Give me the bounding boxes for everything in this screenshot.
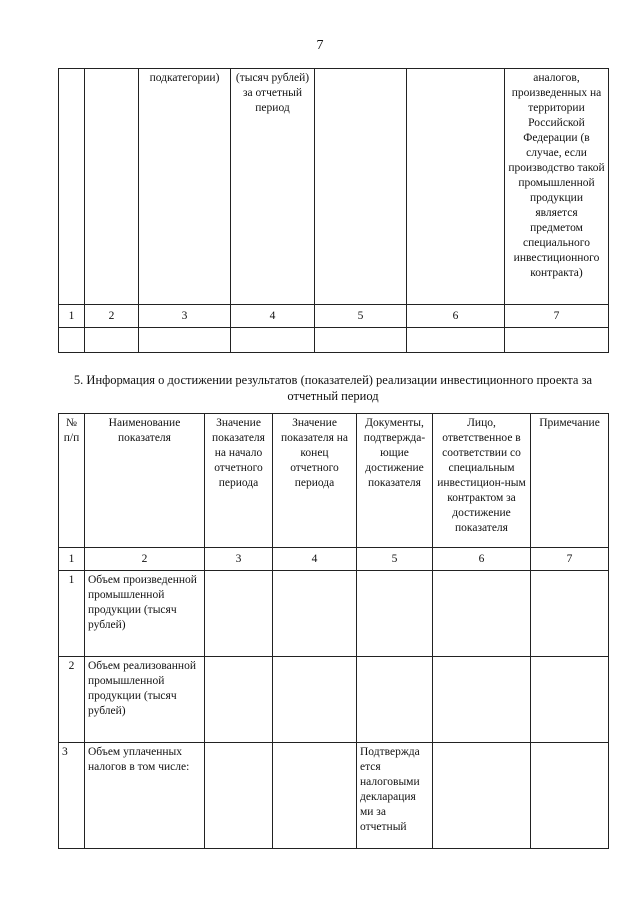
table-cell (505, 328, 609, 353)
table-row-header (59, 414, 609, 548)
table-cell (59, 328, 85, 353)
column-number: 7 (505, 305, 609, 328)
table-continued (58, 68, 609, 353)
column-number: 2 (85, 305, 139, 328)
page-number: 7 (316, 38, 324, 53)
header-cell-end-value: Значение показателя на конец отчетного периода (273, 414, 357, 548)
header-cell-note: Примечание (531, 414, 609, 548)
documents (357, 657, 433, 743)
column-number: 6 (433, 548, 531, 571)
column-number: 2 (85, 548, 205, 571)
header-cell: подкатегории) (139, 69, 231, 305)
column-number: 4 (231, 305, 315, 328)
note (531, 743, 609, 849)
column-number: 7 (531, 548, 609, 571)
column-number: 1 (59, 305, 85, 328)
table-row-header (59, 69, 609, 305)
end-value (273, 657, 357, 743)
table-row (59, 571, 609, 657)
table-row-empty (59, 328, 609, 353)
row-number: 2 (59, 657, 85, 743)
table-row (59, 743, 609, 849)
header-cell-name: Наименование показателя (85, 414, 205, 548)
table-cell (231, 328, 315, 353)
note (531, 571, 609, 657)
column-number: 6 (407, 305, 505, 328)
start-value (205, 571, 273, 657)
responsible-person (433, 657, 531, 743)
column-number: 3 (205, 548, 273, 571)
table-row-numbers (59, 305, 609, 328)
start-value (205, 657, 273, 743)
note (531, 657, 609, 743)
table-cell (139, 328, 231, 353)
header-cell (59, 69, 85, 305)
header-cell (407, 69, 505, 305)
indicator-name: Объем реализованной промышленной продукции (тысяч рублей) (85, 657, 205, 743)
results-table (58, 413, 609, 849)
row-number: 3 (59, 743, 85, 849)
header-cell-responsible: Лицо, ответственное в соответствии со специальным инвестицион-ным контрактом за достижение показателя (433, 414, 531, 548)
header-cell: (тысяч рублей) за отчетный период (231, 69, 315, 305)
section-heading: 5. Информация о достижении результатов (показателей) реализации инвестиционного проекта за отчетный период (73, 373, 593, 403)
column-number: 1 (59, 548, 85, 571)
table-row-numbers (59, 548, 609, 571)
header-cell-documents: Документы, подтвержда-ющие достижение показателя (357, 414, 433, 548)
documents: Подтвержда ется налоговыми декларация ми за отчетный (357, 743, 433, 849)
column-number: 4 (273, 548, 357, 571)
header-cell (315, 69, 407, 305)
table-row (59, 657, 609, 743)
header-cell (85, 69, 139, 305)
table-cell (85, 328, 139, 353)
header-cell-number: № п/п (59, 414, 85, 548)
row-number: 1 (59, 571, 85, 657)
table-cell (315, 328, 407, 353)
header-cell: аналогов, произведенных на территории Российской Федерации (в случае, если производство такой промышленной продукции является предметом специального инвестиционного контракта) (505, 69, 609, 305)
responsible-person (433, 571, 531, 657)
indicator-name: Объем уплаченных налогов в том числе: (85, 743, 205, 849)
table-cell (407, 328, 505, 353)
column-number: 3 (139, 305, 231, 328)
start-value (205, 743, 273, 849)
responsible-person (433, 743, 531, 849)
end-value (273, 743, 357, 849)
column-number: 5 (357, 548, 433, 571)
indicator-name: Объем произведенной промышленной продукции (тысяч рублей) (85, 571, 205, 657)
column-number: 5 (315, 305, 407, 328)
documents (357, 571, 433, 657)
end-value (273, 571, 357, 657)
header-cell-start-value: Значение показателя на начало отчетного периода (205, 414, 273, 548)
